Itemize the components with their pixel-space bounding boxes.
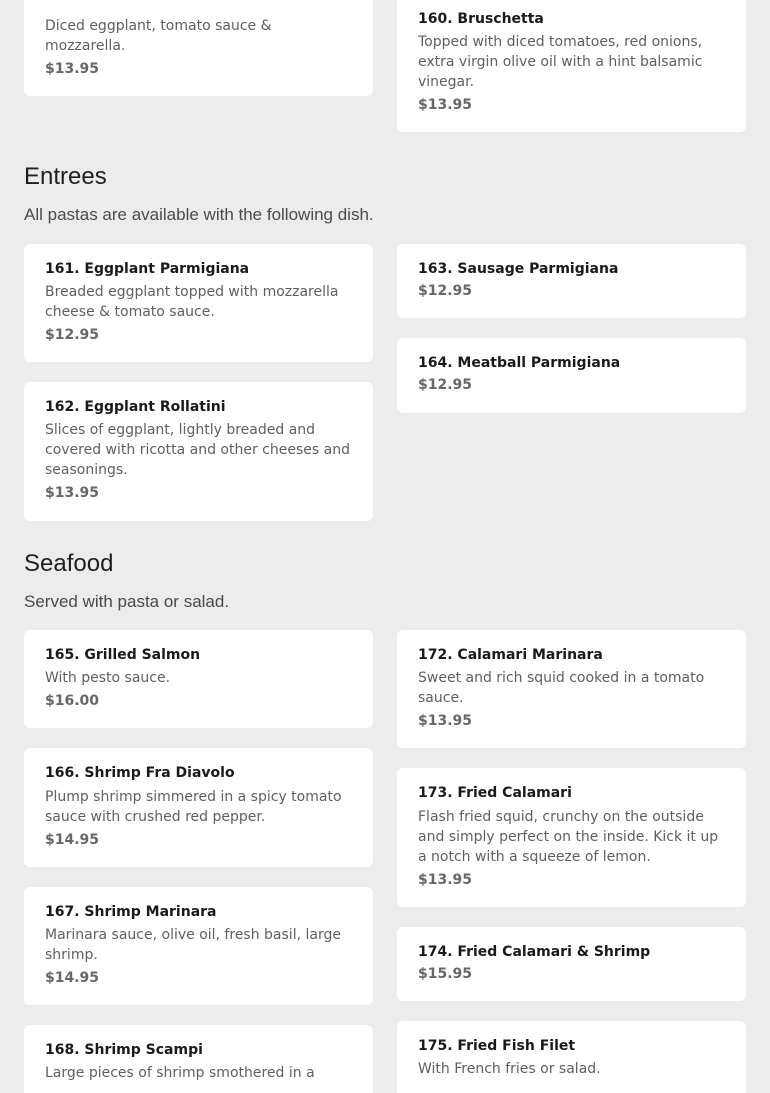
item-price: $13.95 [418,97,473,114]
section-seafood [24,549,746,1093]
item-name: 166. Shrimp Fra Diavolo [45,765,235,782]
item-name: 168. Shrimp Scampi [45,1042,203,1059]
menu-content [24,0,746,1093]
item-price: $15.95 [418,966,473,983]
seafood-grid [24,630,746,1093]
top-left-column [24,0,373,96]
menu-item-card[interactable] [397,927,746,1001]
item-description: With French fries or salad. [418,1061,601,1078]
seafood-left-column [24,630,373,1093]
menu-item-card[interactable] [397,244,746,318]
menu-item-card[interactable] [24,244,373,362]
item-price: $12.95 [418,283,473,299]
section-title: Entrees [24,163,107,191]
menu-item-card[interactable] [24,0,373,96]
menu-item-card[interactable] [24,1025,373,1093]
menu-item-card[interactable] [397,338,746,412]
item-description: Sweet and rich squid cooked in a tomato sauce. [418,670,705,707]
entrees-grid [24,244,746,521]
item-name: 175. Fried Fish Filet [418,1038,576,1055]
menu-item-card[interactable] [397,0,746,132]
item-description: Diced eggplant, tomato sauce & mozzarella. [45,18,272,55]
item-name: 160. Bruschetta [418,11,544,27]
section-description: Served with pasta or salad. [24,591,230,611]
menu-item-card[interactable] [397,768,746,906]
item-name: 164. Meatball Parmigiana [418,355,621,372]
item-name: 173. Fried Calamari [418,785,572,802]
item-name: 163. Sausage Parmigiana [418,260,619,277]
section-title: Seafood [24,549,114,577]
item-name [45,0,352,12]
top-items-grid [24,0,746,132]
item-price: $14.95 [45,831,100,848]
item-price: $13.95 [45,485,100,502]
section-description: All pastas are available with the following dish. [24,205,374,225]
item-name: 167. Shrimp Marinara [45,903,217,920]
item-price: $16.00 [45,693,100,710]
entrees-right-column [397,244,746,413]
item-price: $13.95 [45,61,100,78]
item-name: 162. Eggplant Rollatini [45,399,226,416]
menu-item-card[interactable] [397,630,746,748]
item-description: Marinara sauce, olive oil, fresh basil, large shrimp. [45,927,341,964]
item-price: $13.95 [418,713,473,730]
menu-item-card[interactable] [24,382,373,520]
item-name: 161. Eggplant Parmigiana [45,260,250,277]
menu-item-card[interactable] [24,887,373,1005]
entrees-left-column [24,244,373,521]
item-description: Flash fried squid, crunchy on the outside and simply perfect on the inside. Kick it up a notch with a squeeze of lemon. [418,808,719,865]
menu-item-card[interactable] [24,630,373,728]
menu-item-card[interactable] [24,748,373,866]
item-description: Large pieces of shrimp smothered in a [45,1065,315,1082]
item-description: Slices of eggplant, lightly breaded and covered with ricotta and other cheeses and seasonings. [45,422,350,479]
item-price: $13.95 [418,871,473,888]
item-description: Breaded eggplant topped with mozzarella cheese & tomato sauce. [45,284,339,321]
top-right-column [397,0,746,132]
section-entrees [24,165,746,520]
item-name: 172. Calamari Marinara [418,647,603,664]
item-price: $12.95 [418,377,473,394]
seafood-right-column [397,630,746,1093]
item-name: 165. Grilled Salmon [45,647,201,664]
item-name: 174. Fried Calamari & Shrimp [418,943,651,960]
item-price: $14.95 [45,970,100,987]
item-description: Topped with diced tomatoes, red onions, extra virgin olive oil with a hint balsamic vinegar. [418,34,703,91]
menu-item-card[interactable] [397,1021,746,1093]
item-price: $12.95 [45,327,100,344]
item-description: With pesto sauce. [45,670,171,687]
item-description: Plump shrimp simmered in a spicy tomato sauce with crushed red pepper. [45,788,342,825]
